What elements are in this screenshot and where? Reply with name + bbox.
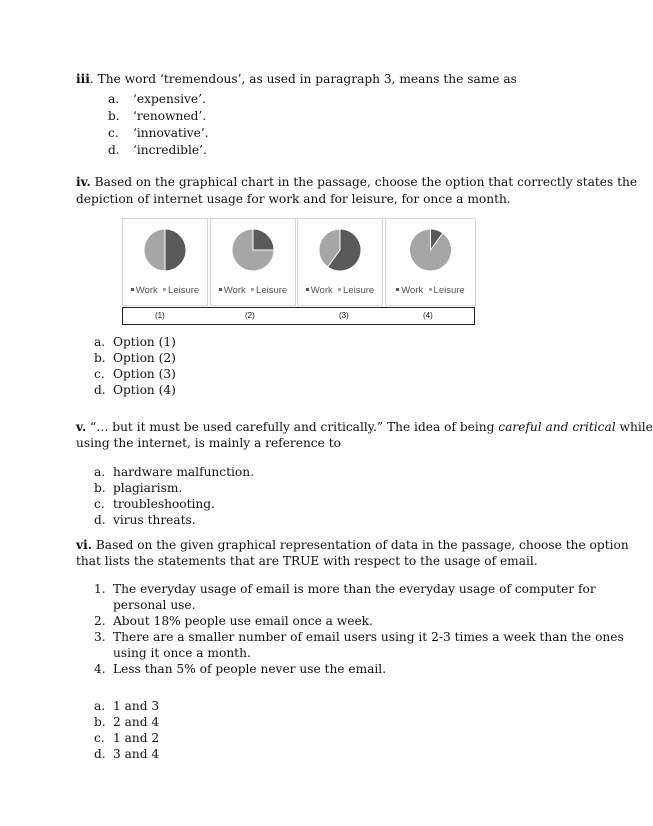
option-text: Option (4) (113, 383, 176, 397)
legend-work-swatch (131, 288, 134, 291)
option-letter: a. (94, 335, 106, 349)
question-iii-text: . The word ‘tremendous’, as used in paragraph 3, means the same as (89, 72, 517, 86)
legend-leisure-label: Leisure (433, 285, 465, 296)
option-text: Option (1) (113, 335, 176, 349)
option-text: 3 and 4 (113, 747, 160, 761)
statement-number: 1. (94, 582, 106, 596)
legend-work-swatch (306, 288, 309, 291)
question-vi-number: vi. (76, 538, 92, 552)
pie-chart-2-graphic (211, 219, 295, 289)
question-iv-text-line2: depiction of internet usage for work and for leisure, for once a month. (76, 192, 511, 206)
option-text: ‘expensive’. (133, 92, 206, 106)
statement-text: There are a smaller number of email users using it 2-3 times a week than the ones (113, 630, 624, 644)
question-iv-number: iv. (76, 175, 91, 189)
statement-number: 3. (94, 630, 106, 644)
pie-slice-work (253, 229, 274, 250)
legend-work-swatch (219, 288, 222, 291)
option-text: 1 and 3 (113, 699, 160, 713)
option-text: Option (3) (113, 367, 176, 381)
option-letter: b. (94, 351, 106, 365)
pie-chart-1 (122, 218, 208, 306)
legend-work-label: Work (401, 285, 424, 296)
legend-work-label: Work (223, 285, 246, 296)
legend-leisure-label: Leisure (168, 285, 200, 296)
option-text: troubleshooting. (113, 497, 215, 511)
chart-label-1: (1) (155, 311, 165, 320)
option-letter: c. (94, 497, 105, 511)
question-vi-text-line2: that lists the statements that are TRUE with respect to the usage of email. (76, 554, 538, 568)
question-iv-text-line1: Based on the graphical chart in the passage, choose the option that correctly states the (90, 175, 638, 189)
option-text: ‘incredible’. (133, 143, 207, 157)
question-vi-text-line1: Based on the given graphical representation of data in the passage, choose the option (91, 538, 629, 552)
option-text: 1 and 2 (113, 731, 160, 745)
question-v-stem (76, 420, 653, 435)
option-letter: c. (94, 367, 105, 381)
chart-label-4: (4) (423, 311, 433, 320)
pie-legend (123, 285, 207, 296)
option-text: Option (2) (113, 351, 176, 365)
legend-leisure-swatch (338, 288, 341, 291)
question-vi-stem (76, 538, 629, 553)
question-iii-number: iii (76, 72, 90, 86)
question-v-text-pre: “… but it must be used carefully and critically.” The idea of being (86, 420, 499, 434)
question-v-number: v. (76, 420, 87, 434)
statement-text: personal use. (113, 598, 196, 612)
option-letter: d. (94, 747, 106, 761)
statement-text: About 18% people use email once a week. (113, 614, 373, 628)
chart-label-2: (2) (245, 311, 255, 320)
legend-leisure-label: Leisure (256, 285, 288, 296)
pie-chart-3 (297, 218, 383, 306)
option-letter: a. (108, 92, 120, 106)
statement-text: The everyday usage of email is more than the everyday usage of computer for (113, 582, 596, 596)
legend-leisure-swatch (163, 288, 166, 291)
question-v-text-line2: using the internet, is mainly a reference to (76, 436, 341, 450)
chart-label-3: (3) (339, 311, 349, 320)
statement-text: Less than 5% of people never use the email. (113, 662, 387, 676)
option-text: 2 and 4 (113, 715, 160, 729)
option-letter: a. (94, 699, 106, 713)
pie-chart-2 (210, 218, 296, 306)
option-text: ‘innovative’. (133, 126, 209, 140)
statement-number: 2. (94, 614, 106, 628)
statement-number: 4. (94, 662, 106, 676)
pie-legend (386, 285, 475, 296)
option-letter: c. (108, 126, 119, 140)
legend-leisure-swatch (251, 288, 254, 291)
option-letter: d. (94, 513, 106, 527)
legend-work-label: Work (135, 285, 158, 296)
question-v-text-post: while (615, 420, 653, 434)
legend-leisure-swatch (429, 288, 432, 291)
legend-leisure-label: Leisure (343, 285, 375, 296)
pie-chart-3-graphic (298, 219, 382, 289)
option-letter: a. (94, 465, 106, 479)
statement-text: using it once a month. (113, 646, 251, 660)
pie-legend (298, 285, 382, 296)
legend-work-swatch (396, 288, 399, 291)
pie-chart-4-graphic (386, 219, 475, 289)
option-letter: c. (94, 731, 105, 745)
question-iv-stem (76, 175, 637, 190)
option-letter: b. (94, 715, 106, 729)
option-letter: b. (94, 481, 106, 495)
option-letter: d. (94, 383, 106, 397)
option-letter: d. (108, 143, 120, 157)
question-iii-stem (76, 72, 517, 87)
chart-option-labels (122, 307, 475, 325)
option-text: ‘renowned’. (133, 109, 207, 123)
pie-legend (211, 285, 295, 296)
pie-chart-4 (385, 218, 476, 306)
option-letter: b. (108, 109, 120, 123)
pie-slice-work (165, 229, 186, 271)
legend-work-label: Work (310, 285, 333, 296)
pie-chart-1-graphic (123, 219, 207, 289)
option-text: plagiarism. (113, 481, 183, 495)
question-v-text-emphasis: careful and critical (498, 420, 616, 434)
option-text: virus threats. (113, 513, 196, 527)
option-text: hardware malfunction. (113, 465, 254, 479)
